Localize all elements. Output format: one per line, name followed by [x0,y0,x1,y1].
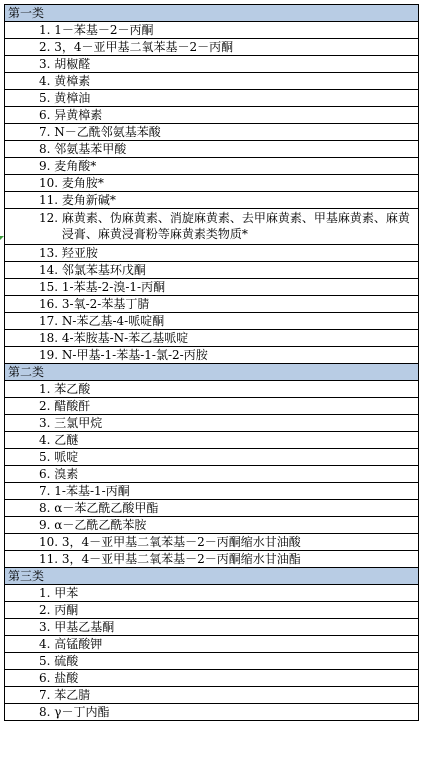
list-item[interactable] [5,107,419,124]
item-text: 异黄樟素 [54,108,103,122]
list-item[interactable] [5,500,419,517]
item-number: 10. [39,535,62,549]
item-text: 1－苯基－2－丙酮 [54,23,154,37]
item-text: 邻氨基苯甲酸 [54,142,127,156]
item-number: 6. [39,108,55,122]
list-item[interactable] [5,330,419,347]
item-text: N-苯乙基-4-哌啶酮 [61,314,165,328]
cell-comment-marker [0,236,4,240]
list-item[interactable] [5,534,419,551]
list-item[interactable] [5,22,419,39]
item-number: 16. [39,297,62,311]
item-number: 15. [39,280,62,294]
item-number: 8. [39,705,55,719]
list-item[interactable] [5,175,419,192]
list-item[interactable] [5,39,419,56]
list-item[interactable] [5,192,419,209]
list-item[interactable] [5,347,419,364]
item-number: 1. [39,23,55,37]
item-text: 1-苯基-2-溴-1-丙酮 [61,280,166,294]
item-text: 邻氯苯基环戊酮 [61,263,146,277]
item-text: 麦角胺* [61,176,104,190]
item-number: 2. [39,603,55,617]
item-number: 3. [39,416,55,430]
item-number: 9. [39,159,55,173]
list-item[interactable] [5,245,419,262]
list-item[interactable] [5,398,419,415]
list-item[interactable] [5,313,419,330]
item-number: 5. [39,91,55,105]
item-text: 苯乙酸 [54,382,91,396]
section-header-first-class[interactable]: 第一类 [5,5,419,22]
item-number: 7. [39,688,55,702]
item-text: 哌啶 [54,450,79,464]
list-item[interactable] [5,124,419,141]
item-number: 12. [39,211,62,225]
list-item[interactable] [5,158,419,175]
list-item[interactable] [5,687,419,704]
item-number: 11. [39,552,62,566]
list-item[interactable] [5,279,419,296]
item-number: 10. [39,176,62,190]
item-text: 麦角新碱* [61,193,116,207]
item-text: 甲基乙基酮 [54,620,115,634]
item-number: 2. [39,40,55,54]
list-item[interactable] [5,73,419,90]
item-text: 丙酮 [54,603,79,617]
list-item[interactable] [5,141,419,158]
list-item[interactable] [5,466,419,483]
item-number: 9. [39,518,55,532]
list-item[interactable] [5,619,419,636]
section-header-third-class[interactable]: 第三类 [5,568,419,585]
item-number: 6. [39,467,55,481]
item-text: 3-氧-2-苯基丁腈 [61,297,150,311]
item-text: 高锰酸钾 [54,637,103,651]
item-text: 硫酸 [54,654,79,668]
list-item[interactable] [5,56,419,73]
item-number: 1. [39,382,55,396]
item-text: 甲苯 [54,586,79,600]
list-item[interactable] [5,415,419,432]
item-text: 黄樟油 [54,91,91,105]
list-item[interactable] [5,653,419,670]
item-text: 1-苯基-1-丙酮 [54,484,130,498]
item-number: 7. [39,484,55,498]
section-header-second-class[interactable]: 第二类 [5,364,419,381]
item-number: 1. [39,586,55,600]
item-text: 三氯甲烷 [54,416,103,430]
item-number: 18. [39,331,62,345]
list-item[interactable] [5,262,419,279]
item-text: N-甲基-1-苯基-1-氯-2-丙胺 [61,348,208,362]
chemical-category-table [4,4,419,721]
item-text: α－乙酰乙酰苯胺 [54,518,147,532]
list-item[interactable] [5,602,419,619]
list-item[interactable] [5,483,419,500]
list-item[interactable] [5,636,419,653]
item-number: 19. [39,348,62,362]
item-number: 2. [39,399,55,413]
item-text: 溴素 [54,467,79,481]
list-item[interactable] [5,704,419,721]
item-text: 4-苯胺基-N-苯乙基哌啶 [61,331,189,345]
item-number: 5. [39,654,55,668]
list-item[interactable] [5,449,419,466]
list-item[interactable] [5,517,419,534]
item-number: 13. [39,246,62,260]
item-text: 麻黄素、伪麻黄素、消旋麻黄素、去甲麻黄素、甲基麻黄素、麻黄浸膏、麻黄浸膏粉等麻黄素类物质* [61,211,410,241]
item-text: N－乙酰邻氨基苯酸 [54,125,161,139]
list-item[interactable] [5,296,419,313]
list-item[interactable] [5,381,419,398]
item-number: 4. [39,74,55,88]
item-text: 盐酸 [54,671,79,685]
item-number: 7. [39,125,55,139]
item-text: 3，4－亚甲基二氧苯基－2－丙酮缩水甘油酸 [61,535,301,549]
item-text: γ－丁内酯 [54,705,110,719]
list-item[interactable] [5,670,419,687]
list-item[interactable] [5,90,419,107]
list-item[interactable] [5,585,419,602]
item-text: α－苯乙酰乙酸甲酯 [54,501,159,515]
item-text: 3，4－亚甲基二氧苯基－2－丙酮缩水甘油酯 [61,552,301,566]
list-item[interactable] [5,432,419,449]
item-number: 5. [39,450,55,464]
item-number: 8. [39,142,55,156]
item-text: 黄樟素 [54,74,91,88]
item-number: 4. [39,433,55,447]
item-number: 6. [39,671,55,685]
item-text: 羟亚胺 [61,246,98,260]
list-item[interactable] [5,551,419,568]
item-text: 胡椒醛 [54,57,91,71]
item-text: 3，4－亚甲基二氧苯基－2－丙酮 [54,40,234,54]
item-number: 3. [39,620,55,634]
item-text: 乙醚 [54,433,79,447]
item-text: 醋酸酐 [54,399,91,413]
item-number: 11. [39,193,62,207]
item-number: 3. [39,57,55,71]
list-item[interactable] [5,209,419,245]
item-text: 苯乙腈 [54,688,91,702]
item-number: 14. [39,263,62,277]
item-number: 17. [39,314,62,328]
item-text: 麦角酸* [54,159,97,173]
item-number: 4. [39,637,55,651]
item-number: 8. [39,501,55,515]
